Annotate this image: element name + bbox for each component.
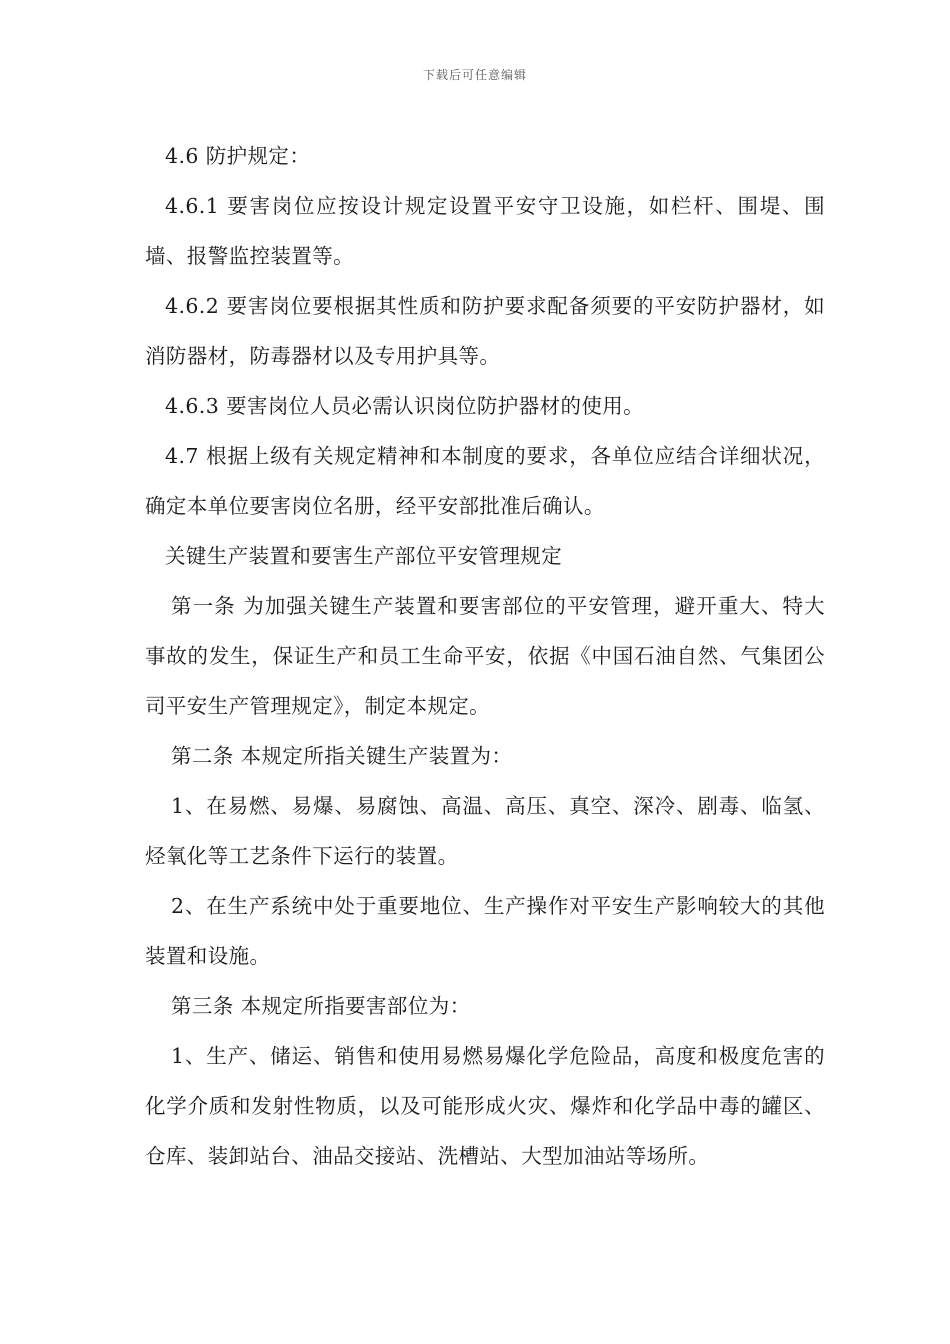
article-2-item-2: 2、在生产系统中处于重要地位、生产操作对平安生产影响较大的其他装置和设施。 [145,894,825,968]
paragraph-4-6-2: 4.6.2 要害岗位要根据其性质和防护要求配备须要的平安防护器材，如消防器材，防毒器材以及专用护具等。 [145,294,825,368]
article-1: 第一条 为加强关键生产装置和要害部位的平安管理，避开重大、特大事故的发生，保证生产和员工生命平安，依据《中国石油自然、气集团公司平安生产管理规定》，制定本规定。 [145,594,825,718]
article-2-item-1: 1、在易燃、易爆、易腐蚀、高温、高压、真空、深冷、剧毒、临氢、烃氧化等工艺条件下运行的装置。 [145,794,825,868]
article-3: 第三条 本规定所指要害部位为： [171,994,471,1018]
paragraph-4-6-3: 4.6.3 要害岗位人员必需认识岗位防护器材的使用。 [165,394,645,418]
article-3-item-1: 1、生产、储运、销售和使用易燃易爆化学危险品，高度和极度危害的化学介质和发射性物质，以及可能形成火灾、爆炸和化学品中毒的罐区、仓库、装卸站台、油品交接站、洗槽站、大型加油站等场所。 [145,1044,825,1168]
paragraph-4-6-1: 4.6.1 要害岗位应按设计规定设置平安守卫设施，如栏杆、围堤、围墙、报警监控装置等。 [145,194,825,268]
paragraph-4-6: 4.6 防护规定： [165,144,311,168]
article-2: 第二条 本规定所指关键生产装置为： [171,744,513,768]
section-title: 关键生产装置和要害生产部位平安管理规定 [165,544,563,568]
document-body [145,131,825,1181]
page-header: 下载后可任意编辑 [422,68,527,82]
paragraph-4-7: 4.7 根据上级有关规定精神和本制度的要求，各单位应结合详细状况，确定本单位要害岗位名册，经平安部批准后确认。 [145,444,825,518]
